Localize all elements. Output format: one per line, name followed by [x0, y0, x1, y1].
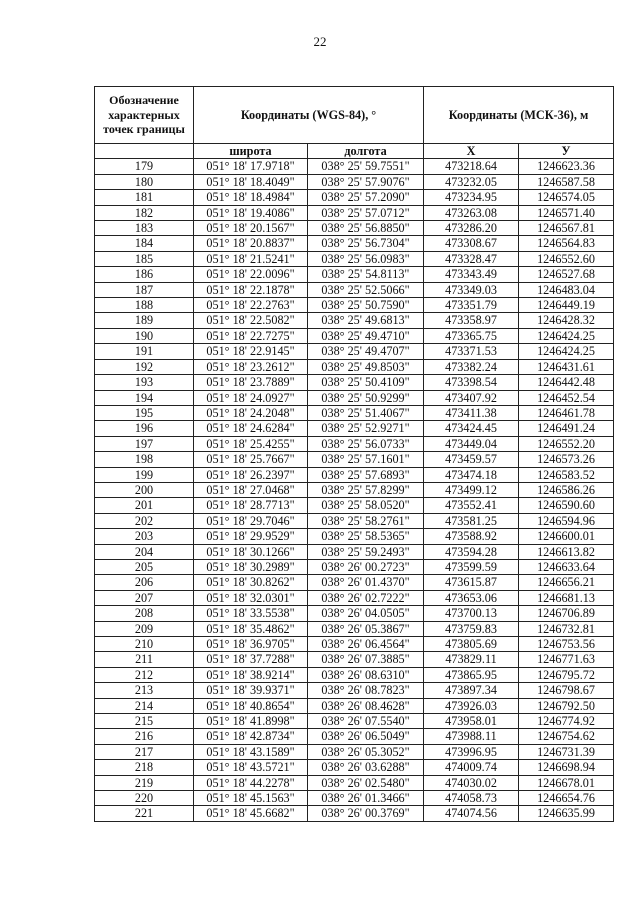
y-coordinate-cell: 1246774.92 [519, 714, 614, 729]
longitude-cell: 038° 25' 57.6893" [308, 467, 424, 482]
point-id-cell: 206 [95, 575, 194, 590]
latitude-cell: 051° 18' 33.5538" [194, 606, 308, 621]
table-row [95, 606, 614, 621]
longitude-cell: 038° 25' 51.4067" [308, 405, 424, 420]
longitude-cell: 038° 25' 52.5066" [308, 282, 424, 297]
point-id-cell: 208 [95, 606, 194, 621]
x-coordinate-cell: 474074.56 [424, 806, 519, 821]
y-coordinate-cell: 1246754.62 [519, 729, 614, 744]
longitude-cell: 038° 25' 49.4710" [308, 328, 424, 343]
coordinates-table [94, 86, 614, 822]
table-row [95, 744, 614, 759]
point-id-cell: 214 [95, 698, 194, 713]
x-coordinate-cell: 473308.67 [424, 236, 519, 251]
longitude-cell: 038° 25' 59.7551" [308, 159, 424, 174]
longitude-cell: 038° 25' 56.8850" [308, 221, 424, 236]
y-coordinate-cell: 1246678.01 [519, 775, 614, 790]
x-coordinate-cell: 473996.95 [424, 744, 519, 759]
latitude-cell: 051° 18' 45.1563" [194, 791, 308, 806]
y-coordinate-cell: 1246449.19 [519, 298, 614, 313]
x-coordinate-cell: 474009.74 [424, 760, 519, 775]
latitude-cell: 051° 18' 23.2612" [194, 359, 308, 374]
table-row [95, 390, 614, 405]
y-coordinate-cell: 1246431.61 [519, 359, 614, 374]
longitude-cell: 038° 26' 08.7823" [308, 683, 424, 698]
latitude-cell: 051° 18' 24.6284" [194, 421, 308, 436]
latitude-cell: 051° 18' 21.5241" [194, 251, 308, 266]
y-coordinate-cell: 1246564.83 [519, 236, 614, 251]
point-id-cell: 194 [95, 390, 194, 405]
x-coordinate-cell: 473897.34 [424, 683, 519, 698]
longitude-cell: 038° 25' 56.7304" [308, 236, 424, 251]
table-row [95, 467, 614, 482]
y-coordinate-cell: 1246792.50 [519, 698, 614, 713]
latitude-cell: 051° 18' 22.7275" [194, 328, 308, 343]
y-coordinate-cell: 1246583.52 [519, 467, 614, 482]
longitude-cell: 038° 25' 57.1601" [308, 452, 424, 467]
x-coordinate-cell: 473424.45 [424, 421, 519, 436]
point-id-cell: 210 [95, 637, 194, 652]
table-row [95, 559, 614, 574]
table-row [95, 236, 614, 251]
table-row [95, 359, 614, 374]
latitude-cell: 051° 18' 22.1878" [194, 282, 308, 297]
x-coordinate-cell: 473343.49 [424, 267, 519, 282]
x-coordinate-cell: 473759.83 [424, 621, 519, 636]
longitude-cell: 038° 25' 56.0733" [308, 436, 424, 451]
y-coordinate-cell: 1246527.68 [519, 267, 614, 282]
y-coordinate-cell: 1246586.26 [519, 482, 614, 497]
header-msk-label: Координаты (МСК-36), м [424, 87, 614, 144]
table-row [95, 313, 614, 328]
x-coordinate-cell: 473653.06 [424, 590, 519, 605]
y-coordinate-cell: 1246574.05 [519, 190, 614, 205]
point-id-cell: 182 [95, 205, 194, 220]
point-id-cell: 220 [95, 791, 194, 806]
latitude-cell: 051° 18' 28.7713" [194, 498, 308, 513]
x-coordinate-cell: 473926.03 [424, 698, 519, 713]
point-id-cell: 204 [95, 544, 194, 559]
point-id-cell: 201 [95, 498, 194, 513]
x-coordinate-cell: 473449.04 [424, 436, 519, 451]
latitude-cell: 051° 18' 36.9705" [194, 637, 308, 652]
table-row [95, 267, 614, 282]
point-id-cell: 188 [95, 298, 194, 313]
point-id-cell: 185 [95, 251, 194, 266]
y-coordinate-cell: 1246552.20 [519, 436, 614, 451]
longitude-cell: 038° 26' 04.0505" [308, 606, 424, 621]
point-id-cell: 189 [95, 313, 194, 328]
latitude-cell: 051° 18' 29.7046" [194, 513, 308, 528]
x-coordinate-cell: 473499.12 [424, 482, 519, 497]
header-x-label: X [424, 144, 519, 159]
table-row [95, 590, 614, 605]
y-coordinate-cell: 1246452.54 [519, 390, 614, 405]
latitude-cell: 051° 18' 37.7288" [194, 652, 308, 667]
y-coordinate-cell: 1246795.72 [519, 667, 614, 682]
longitude-cell: 038° 25' 58.2761" [308, 513, 424, 528]
table-row [95, 436, 614, 451]
latitude-cell: 051° 18' 25.4255" [194, 436, 308, 451]
point-id-cell: 213 [95, 683, 194, 698]
x-coordinate-cell: 473411.38 [424, 405, 519, 420]
point-id-cell: 219 [95, 775, 194, 790]
y-coordinate-cell: 1246491.24 [519, 421, 614, 436]
y-coordinate-cell: 1246732.81 [519, 621, 614, 636]
point-id-cell: 216 [95, 729, 194, 744]
table-row [95, 652, 614, 667]
x-coordinate-cell: 473865.95 [424, 667, 519, 682]
latitude-cell: 051° 18' 30.1266" [194, 544, 308, 559]
longitude-cell: 038° 26' 07.5540" [308, 714, 424, 729]
latitude-cell: 051° 18' 19.4086" [194, 205, 308, 220]
table-body [95, 159, 614, 821]
longitude-cell: 038° 26' 05.3052" [308, 744, 424, 759]
longitude-cell: 038° 26' 06.4564" [308, 637, 424, 652]
y-coordinate-cell: 1246590.60 [519, 498, 614, 513]
y-coordinate-cell: 1246635.99 [519, 806, 614, 821]
x-coordinate-cell: 473398.54 [424, 375, 519, 390]
latitude-cell: 051° 18' 45.6682" [194, 806, 308, 821]
latitude-cell: 051° 18' 38.9214" [194, 667, 308, 682]
latitude-cell: 051° 18' 25.7667" [194, 452, 308, 467]
longitude-cell: 038° 25' 57.0712" [308, 205, 424, 220]
latitude-cell: 051° 18' 17.9718" [194, 159, 308, 174]
longitude-cell: 038° 26' 01.3466" [308, 791, 424, 806]
latitude-cell: 051° 18' 22.9145" [194, 344, 308, 359]
longitude-cell: 038° 26' 03.6288" [308, 760, 424, 775]
x-coordinate-cell: 473371.53 [424, 344, 519, 359]
x-coordinate-cell: 473594.28 [424, 544, 519, 559]
table-row [95, 452, 614, 467]
page-number: 22 [313, 34, 327, 49]
latitude-cell: 051° 18' 22.2763" [194, 298, 308, 313]
latitude-cell: 051° 18' 41.8998" [194, 714, 308, 729]
table-row [95, 282, 614, 297]
table-row [95, 714, 614, 729]
table-row [95, 421, 614, 436]
table-row [95, 791, 614, 806]
x-coordinate-cell: 474030.02 [424, 775, 519, 790]
point-id-cell: 187 [95, 282, 194, 297]
table-row [95, 760, 614, 775]
longitude-cell: 038° 26' 00.3769" [308, 806, 424, 821]
latitude-cell: 051° 18' 20.1567" [194, 221, 308, 236]
x-coordinate-cell: 474058.73 [424, 791, 519, 806]
table-row [95, 698, 614, 713]
longitude-cell: 038° 26' 08.6310" [308, 667, 424, 682]
longitude-cell: 038° 26' 00.2723" [308, 559, 424, 574]
x-coordinate-cell: 473581.25 [424, 513, 519, 528]
table-row [95, 621, 614, 636]
latitude-cell: 051° 18' 22.5082" [194, 313, 308, 328]
x-coordinate-cell: 473459.57 [424, 452, 519, 467]
point-id-cell: 211 [95, 652, 194, 667]
longitude-cell: 038° 25' 50.7590" [308, 298, 424, 313]
longitude-cell: 038° 25' 57.2090" [308, 190, 424, 205]
point-id-cell: 184 [95, 236, 194, 251]
y-coordinate-cell: 1246731.39 [519, 744, 614, 759]
y-coordinate-cell: 1246552.60 [519, 251, 614, 266]
point-id-cell: 212 [95, 667, 194, 682]
table-row [95, 221, 614, 236]
point-id-cell: 192 [95, 359, 194, 374]
table-row [95, 637, 614, 652]
y-coordinate-cell: 1246573.26 [519, 452, 614, 467]
x-coordinate-cell: 473218.64 [424, 159, 519, 174]
x-coordinate-cell: 473700.13 [424, 606, 519, 621]
y-coordinate-cell: 1246424.25 [519, 344, 614, 359]
y-coordinate-cell: 1246753.56 [519, 637, 614, 652]
point-id-cell: 181 [95, 190, 194, 205]
x-coordinate-cell: 473263.08 [424, 205, 519, 220]
point-id-cell: 198 [95, 452, 194, 467]
x-coordinate-cell: 473829.11 [424, 652, 519, 667]
x-coordinate-cell: 473474.18 [424, 467, 519, 482]
table-row [95, 806, 614, 821]
longitude-cell: 038° 25' 56.0983" [308, 251, 424, 266]
header-empty-cell [95, 144, 194, 159]
table-row [95, 683, 614, 698]
table-row [95, 729, 614, 744]
x-coordinate-cell: 473349.03 [424, 282, 519, 297]
point-id-cell: 209 [95, 621, 194, 636]
longitude-cell: 038° 26' 07.3885" [308, 652, 424, 667]
x-coordinate-cell: 473358.97 [424, 313, 519, 328]
point-id-cell: 190 [95, 328, 194, 343]
point-id-cell: 183 [95, 221, 194, 236]
latitude-cell: 051° 18' 27.0468" [194, 482, 308, 497]
table-row [95, 328, 614, 343]
x-coordinate-cell: 473351.79 [424, 298, 519, 313]
y-coordinate-cell: 1246600.01 [519, 529, 614, 544]
y-coordinate-cell: 1246654.76 [519, 791, 614, 806]
point-id-cell: 199 [95, 467, 194, 482]
y-coordinate-cell: 1246656.21 [519, 575, 614, 590]
x-coordinate-cell: 473232.05 [424, 174, 519, 189]
point-id-cell: 205 [95, 559, 194, 574]
longitude-cell: 038° 25' 54.8113" [308, 267, 424, 282]
y-coordinate-cell: 1246483.04 [519, 282, 614, 297]
longitude-cell: 038° 26' 01.4370" [308, 575, 424, 590]
x-coordinate-cell: 473599.59 [424, 559, 519, 574]
table-row [95, 205, 614, 220]
longitude-cell: 038° 25' 49.4707" [308, 344, 424, 359]
x-coordinate-cell: 473805.69 [424, 637, 519, 652]
y-coordinate-cell: 1246461.78 [519, 405, 614, 420]
y-coordinate-cell: 1246633.64 [519, 559, 614, 574]
y-coordinate-cell: 1246587.58 [519, 174, 614, 189]
x-coordinate-cell: 473958.01 [424, 714, 519, 729]
header-wgs-label: Координаты (WGS-84), ° [194, 87, 424, 144]
point-id-cell: 193 [95, 375, 194, 390]
y-coordinate-cell: 1246594.96 [519, 513, 614, 528]
table-row [95, 405, 614, 420]
table-row [95, 667, 614, 682]
longitude-cell: 038° 25' 57.8299" [308, 482, 424, 497]
latitude-cell: 051° 18' 24.0927" [194, 390, 308, 405]
latitude-cell: 051° 18' 23.7889" [194, 375, 308, 390]
point-id-cell: 217 [95, 744, 194, 759]
table-row [95, 498, 614, 513]
latitude-cell: 051° 18' 32.0301" [194, 590, 308, 605]
x-coordinate-cell: 473988.11 [424, 729, 519, 744]
table-row [95, 159, 614, 174]
y-coordinate-cell: 1246698.94 [519, 760, 614, 775]
longitude-cell: 038° 25' 52.9271" [308, 421, 424, 436]
longitude-cell: 038° 25' 49.8503" [308, 359, 424, 374]
latitude-cell: 051° 18' 30.8262" [194, 575, 308, 590]
y-coordinate-cell: 1246681.13 [519, 590, 614, 605]
point-id-cell: 186 [95, 267, 194, 282]
x-coordinate-cell: 473407.92 [424, 390, 519, 405]
y-coordinate-cell: 1246798.67 [519, 683, 614, 698]
latitude-cell: 051° 18' 40.8654" [194, 698, 308, 713]
table-row [95, 529, 614, 544]
longitude-cell: 038° 26' 02.5480" [308, 775, 424, 790]
table-row [95, 190, 614, 205]
x-coordinate-cell: 473382.24 [424, 359, 519, 374]
x-coordinate-cell: 473615.87 [424, 575, 519, 590]
point-id-cell: 197 [95, 436, 194, 451]
longitude-cell: 038° 25' 50.9299" [308, 390, 424, 405]
y-coordinate-cell: 1246571.40 [519, 205, 614, 220]
y-coordinate-cell: 1246424.25 [519, 328, 614, 343]
y-coordinate-cell: 1246567.81 [519, 221, 614, 236]
header-y-label: У [519, 144, 614, 159]
point-id-cell: 196 [95, 421, 194, 436]
longitude-cell: 038° 25' 57.9076" [308, 174, 424, 189]
x-coordinate-cell: 473588.92 [424, 529, 519, 544]
latitude-cell: 051° 18' 44.2278" [194, 775, 308, 790]
point-id-cell: 203 [95, 529, 194, 544]
point-id-cell: 195 [95, 405, 194, 420]
x-coordinate-cell: 473286.20 [424, 221, 519, 236]
latitude-cell: 051° 18' 39.9371" [194, 683, 308, 698]
table-row [95, 544, 614, 559]
header-lon-label: долгота [308, 144, 424, 159]
longitude-cell: 038° 26' 05.3867" [308, 621, 424, 636]
point-id-cell: 221 [95, 806, 194, 821]
y-coordinate-cell: 1246428.32 [519, 313, 614, 328]
latitude-cell: 051° 18' 30.2989" [194, 559, 308, 574]
table-row [95, 375, 614, 390]
table-row [95, 174, 614, 189]
point-id-cell: 200 [95, 482, 194, 497]
table-row [95, 298, 614, 313]
header-point-label: Обозначение характерных точек границы [95, 87, 194, 144]
longitude-cell: 038° 25' 49.6813" [308, 313, 424, 328]
longitude-cell: 038° 25' 58.0520" [308, 498, 424, 513]
longitude-cell: 038° 25' 59.2493" [308, 544, 424, 559]
latitude-cell: 051° 18' 26.2397" [194, 467, 308, 482]
y-coordinate-cell: 1246771.63 [519, 652, 614, 667]
table-row [95, 775, 614, 790]
point-id-cell: 179 [95, 159, 194, 174]
latitude-cell: 051° 18' 22.0096" [194, 267, 308, 282]
y-coordinate-cell: 1246613.82 [519, 544, 614, 559]
latitude-cell: 051° 18' 20.8837" [194, 236, 308, 251]
longitude-cell: 038° 25' 50.4109" [308, 375, 424, 390]
longitude-cell: 038° 26' 06.5049" [308, 729, 424, 744]
point-id-cell: 191 [95, 344, 194, 359]
table-row [95, 344, 614, 359]
table-row [95, 575, 614, 590]
x-coordinate-cell: 473328.47 [424, 251, 519, 266]
x-coordinate-cell: 473234.95 [424, 190, 519, 205]
latitude-cell: 051° 18' 24.2048" [194, 405, 308, 420]
point-id-cell: 207 [95, 590, 194, 605]
point-id-cell: 215 [95, 714, 194, 729]
latitude-cell: 051° 18' 18.4984" [194, 190, 308, 205]
y-coordinate-cell: 1246442.48 [519, 375, 614, 390]
point-id-cell: 218 [95, 760, 194, 775]
latitude-cell: 051° 18' 29.9529" [194, 529, 308, 544]
table-row [95, 513, 614, 528]
y-coordinate-cell: 1246623.36 [519, 159, 614, 174]
latitude-cell: 051° 18' 18.4049" [194, 174, 308, 189]
table-row [95, 482, 614, 497]
x-coordinate-cell: 473365.75 [424, 328, 519, 343]
header-lat-label: широта [194, 144, 308, 159]
point-id-cell: 202 [95, 513, 194, 528]
longitude-cell: 038° 26' 08.4628" [308, 698, 424, 713]
latitude-cell: 051° 18' 35.4862" [194, 621, 308, 636]
table-row [95, 251, 614, 266]
latitude-cell: 051° 18' 43.5721" [194, 760, 308, 775]
x-coordinate-cell: 473552.41 [424, 498, 519, 513]
latitude-cell: 051° 18' 42.8734" [194, 729, 308, 744]
longitude-cell: 038° 25' 58.5365" [308, 529, 424, 544]
longitude-cell: 038° 26' 02.7222" [308, 590, 424, 605]
latitude-cell: 051° 18' 43.1589" [194, 744, 308, 759]
y-coordinate-cell: 1246706.89 [519, 606, 614, 621]
point-id-cell: 180 [95, 174, 194, 189]
